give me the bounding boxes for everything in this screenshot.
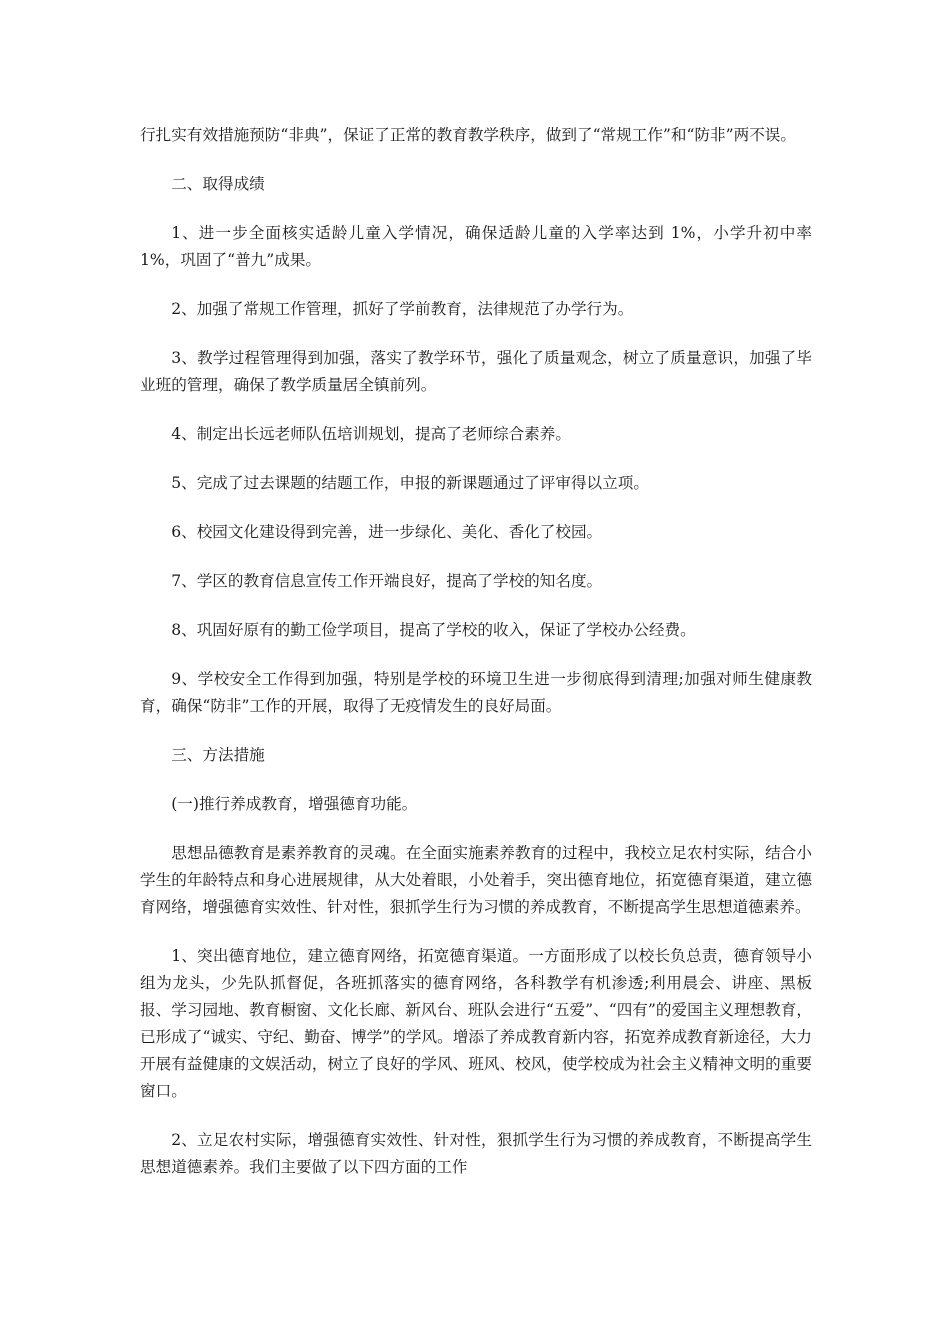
list-item-4: 4、制定出长远老师队伍培训规划，提高了老师综合素养。 (171, 425, 571, 443)
measure-item-2: 2、立足农村实际，增强德育实效性、针对性，狠抓学生行为习惯的养成教育，不断提高学生思想道德素养。我们主要做了以下四方面的工作 (140, 1131, 812, 1176)
measure-item-1: 1、突出德育地位，建立德育网络，拓宽德育渠道。一方面形成了以校长负总责，德育领导小组为龙头，少先队抓督促，各班抓落实的德育网络，各科教学有机渗透;利用晨会、讲座、黑板报、学习园地、教育橱窗、文化长廊、新风台、班队会进行“五爱”、“四有”的爱国主义理想教育，已形成了“诚实、守纪、勤奋、博学”的学风。增添了养成教育新内容，拓宽养成教育新途径，大力开展有益健康的文娱活动，树立了良好的学风、班风、校风，使学校成为社会主义精神文明的重要窗口。 (140, 947, 812, 1100)
section-heading-methods: 三、方法措施 (171, 746, 265, 764)
document-body (140, 122, 812, 1203)
list-item-8: 8、巩固好原有的勤工俭学项目，提高了学校的收入，保证了学校办公经费。 (171, 621, 696, 639)
list-item-2: 2、加强了常规工作管理，抓好了学前教育，法律规范了办学行为。 (171, 300, 634, 318)
subsection-heading-1: (一)推行养成教育，增强德育功能。 (171, 795, 418, 813)
list-item-3: 3、教学过程管理得到加强，落实了教学环节，强化了质量观念，树立了质量意识，加强了毕业班的管理，确保了教学质量居全镇前列。 (140, 349, 812, 394)
list-item-5: 5、完成了过去课题的结题工作，申报的新课题通过了评审得以立项。 (171, 474, 649, 492)
list-item-1: 1、进一步全面核实适龄儿童入学情况，确保适龄儿童的入学率达到 1%，小学升初中率 1%，巩固了“普九”成果。 (140, 224, 812, 269)
section-heading-achievements: 二、取得成绩 (171, 175, 265, 193)
paragraph-moral-education: 思想品德教育是素养教育的灵魂。在全面实施素养教育的过程中，我校立足农村实际，结合小学生的年龄特点和身心进展规律，从大处着眼，小处着手，突出德育地位，拓宽德育渠道，建立德育网络，增强德育实效性、针对性，狠抓学生行为习惯的养成教育，不断提高学生思想道德素养。 (140, 844, 812, 916)
list-item-9: 9、学校安全工作得到加强，特别是学校的环境卫生进一步彻底得到清理;加强对师生健康教育，确保“防非”工作的开展，取得了无疫情发生的良好局面。 (140, 670, 812, 715)
paragraph-continued: 行扎实有效措施预防“非典”，保证了正常的教育教学秩序，做到了“常规工作”和“防非”两不误。 (140, 126, 796, 144)
list-item-6: 6、校园文化建设得到完善，进一步绿化、美化、香化了校园。 (171, 523, 603, 541)
list-item-7: 7、学区的教育信息宣传工作开端良好，提高了学校的知名度。 (171, 572, 603, 590)
